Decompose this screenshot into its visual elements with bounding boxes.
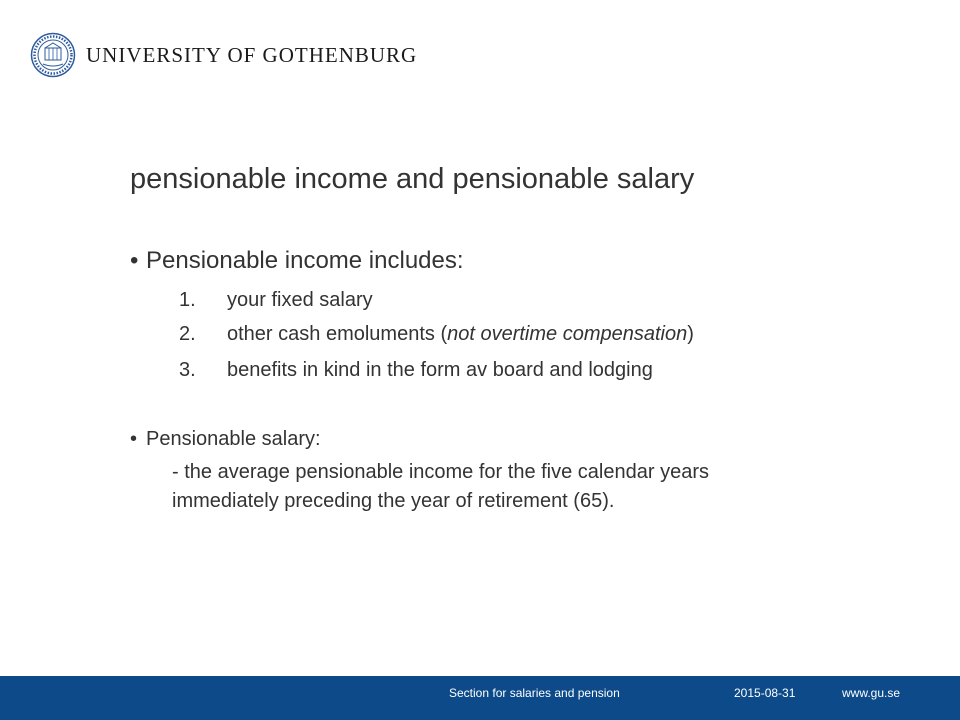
university-seal-icon xyxy=(30,32,76,78)
bullet-dot: • xyxy=(130,247,139,274)
bullet-text: Pensionable salary: xyxy=(146,428,321,450)
list-item xyxy=(179,323,694,346)
list-text: other cash emoluments ( xyxy=(227,323,448,345)
list-item xyxy=(179,289,373,312)
footer-website: www.gu.se xyxy=(842,686,901,700)
footer-section: Section for salaries and pension xyxy=(449,686,620,700)
list-number: 2. xyxy=(179,323,196,345)
bullet-pensionable-salary xyxy=(130,428,321,451)
footer-bar xyxy=(0,676,960,720)
list-number: 1. xyxy=(179,289,196,311)
list-item xyxy=(179,359,653,382)
bullet-text: Pensionable income includes: xyxy=(146,247,464,274)
salary-description: - the average pensionable income for the five calendar years immediately preceding the year of retirement (65). xyxy=(172,461,709,512)
bullet-pensionable-income xyxy=(130,247,464,275)
list-text-end: ) xyxy=(687,323,694,345)
bullet-dot: • xyxy=(130,428,138,450)
slide-title: pensionable income and pensionable salary xyxy=(130,163,695,195)
list-number: 3. xyxy=(179,359,196,381)
list-text: benefits in kind in the form av board and lodging xyxy=(227,359,653,381)
list-text-italic: not overtime compensation xyxy=(447,323,688,345)
footer-date: 2015-08-31 xyxy=(734,686,796,700)
header xyxy=(30,32,417,78)
list-text: your fixed salary xyxy=(227,289,373,311)
university-name: UNIVERSITY OF GOTHENBURG xyxy=(86,42,418,67)
